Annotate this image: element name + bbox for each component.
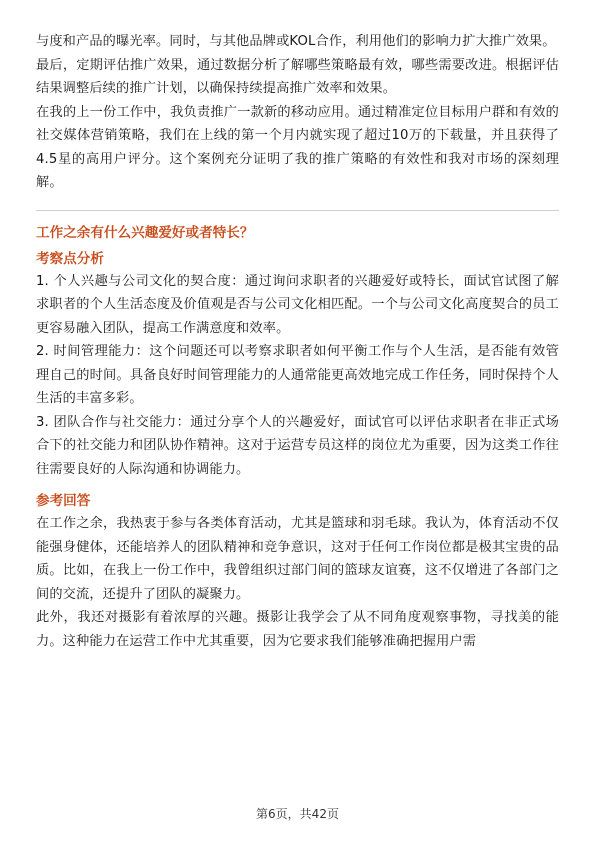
analysis-item: 1. 个人兴趣与公司文化的契合度：通过询问求职者的兴趣爱好或特长，面试官试图了解求职者的个人生活态度及价值观是否与公司文化相匹配。一个与公司文化高度契合的员工更容易融入团队，提高工作满意度和效率。 (36, 273, 559, 336)
intro-paragraph: 最后，定期评估推广效果，通过数据分析了解哪些策略最有效，哪些需要改进。根据评估结果调整后续的推广计划，以确保持续提高推广效率和效果。 (36, 57, 559, 96)
analysis-heading: 考察点分析 (36, 250, 104, 267)
analysis-item: 2. 时间管理能力：这个问题还可以考察求职者如何平衡工作与个人生活，是否能有效管理自己的时间。具备良好时间管理能力的人通常能更高效地完成工作任务，同时保持个人生活的丰富多彩。 (36, 344, 559, 406)
answer-heading: 参考回答 (36, 493, 91, 509)
question-heading: 工作之余有什么兴趣爱好或者特长？ (36, 224, 254, 241)
page-content (36, 30, 559, 653)
section-divider (36, 210, 559, 211)
answer-paragraph: 此外，我还对摄影有着浓厚的兴趣。摄影让我学会了从不同角度观察事物，寻找美的能力。这种能力在运营工作中尤其重要，因为它要求我们能够准确把握用户需 (36, 610, 559, 649)
analysis-item: 3. 团队合作与社交能力：通过分享个人的兴趣爱好，面试官可以评估求职者在非正式场合下的社交能力和团队协作精神。这对于运营专员这样的岗位尤为重要，因为这类工作往往需要良好的人际沟通和协调能力。 (36, 414, 559, 477)
answer-paragraph: 在工作之余，我热衷于参与各类体育活动，尤其是篮球和羽毛球。我认为，体育活动不仅能强身健体，还能培养人的团队精神和竞争意识，这对于任何工作岗位都是极其宝贵的品质。比如，在我上一份工作中，我曾组织过部门间的篮球友谊赛，这不仅增进了各部门之间的交流，还提升了团队的凝聚力。 (36, 516, 559, 602)
intro-paragraph: 在我的上一份工作中，我负责推广一款新的移动应用。通过精准定位目标用户群和有效的社交媒体营销策略，我们在上线的第一个月内就实现了超过10万的下载量，并且获得了4.5星的高用户评分。这个案例充分证明了我的推广策略的有效性和我对市场的深刻理解。 (36, 104, 559, 190)
page-number-footer: 第6页，共42页 (256, 807, 339, 821)
intro-paragraph: 与度和产品的曝光率。同时，与其他品牌或KOL合作，利用他们的影响力扩大推广效果。 (36, 34, 556, 49)
